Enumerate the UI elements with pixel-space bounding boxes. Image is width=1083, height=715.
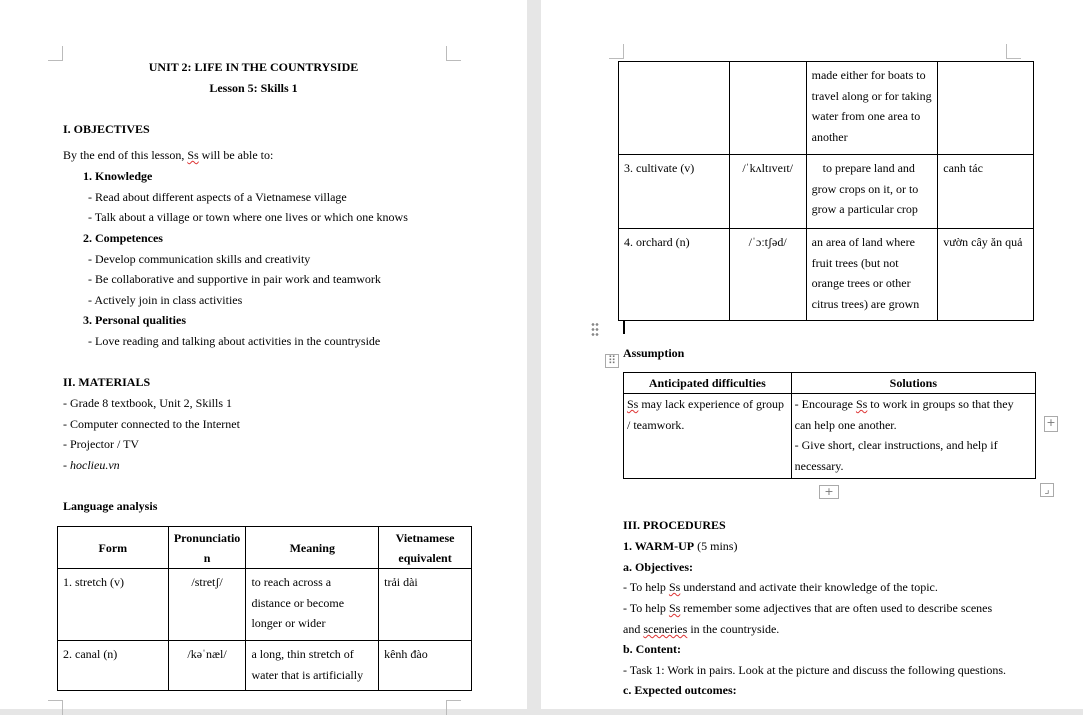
margin-corner bbox=[48, 46, 63, 61]
text: - To help bbox=[623, 580, 669, 594]
table-move-handle[interactable]: ⠿ bbox=[605, 354, 619, 368]
form-cell bbox=[619, 62, 730, 155]
margin-corner bbox=[609, 44, 624, 59]
drag-handle-icon[interactable] bbox=[591, 322, 599, 336]
page-right bbox=[541, 0, 1083, 709]
column-header: Vietnamese equivalent bbox=[379, 527, 472, 569]
vietnamese-cell bbox=[938, 62, 1034, 155]
text: will be able to: bbox=[198, 148, 274, 162]
meaning-cell: an area of land where fruit trees (but not orange trees or other citrus trees) are grown bbox=[806, 229, 938, 321]
table-resize-handle[interactable]: ⌟ bbox=[1040, 483, 1054, 497]
document-title: UNIT 2: LIFE IN THE COUNTRYSIDE bbox=[148, 60, 359, 74]
material-item: - hoclieu.vn bbox=[63, 458, 120, 472]
column-header: Pronunciatio n bbox=[168, 527, 246, 569]
objective-item bbox=[623, 580, 938, 594]
material-item: - Computer connected to the Internet bbox=[63, 417, 240, 431]
objective-item bbox=[623, 622, 779, 636]
personal-item: - Love reading and talking about activities in the countryside bbox=[88, 334, 381, 348]
text: Ss bbox=[627, 397, 639, 411]
text: Ss bbox=[187, 148, 199, 162]
objectives-intro bbox=[63, 148, 273, 162]
table-row bbox=[624, 394, 1036, 479]
text: understand and activate their knowledge of the topic. bbox=[680, 580, 938, 594]
add-row-button[interactable]: + bbox=[819, 485, 839, 499]
vietnamese-cell: canh tác bbox=[938, 155, 1034, 229]
knowledge-item: - Talk about a village or town where one lives or which one knows bbox=[88, 210, 408, 224]
vietnamese-cell: trải dài bbox=[379, 569, 472, 641]
margin-corner bbox=[1006, 44, 1021, 59]
meaning-cell: a long, thin stretch of water that is artificially bbox=[246, 641, 379, 691]
text-cursor bbox=[623, 320, 625, 334]
text: Ss bbox=[668, 601, 681, 615]
text: Ss bbox=[855, 397, 868, 411]
table-row bbox=[619, 155, 1034, 229]
meaning-cell: to prepare land and grow crops on it, or to grow a particular crop bbox=[806, 155, 938, 229]
text: - To help bbox=[623, 601, 669, 615]
form-cell: 4. orchard (n) bbox=[619, 229, 730, 321]
table-row bbox=[58, 569, 472, 641]
task-item: - Task 1: Work in pairs. Look at the picture and discuss the following questions. bbox=[623, 663, 1007, 677]
table-row bbox=[619, 62, 1034, 155]
procedures-heading: III. PROCEDURES bbox=[623, 518, 726, 532]
competences-heading: 2. Competences bbox=[83, 231, 163, 245]
meaning-cell: to reach across a distance or become longer or wider bbox=[246, 569, 379, 641]
text: remember some adjectives that are often used to describe scenes bbox=[680, 601, 993, 615]
material-item: - Projector / TV bbox=[63, 437, 140, 451]
pronunciation-cell bbox=[729, 62, 806, 155]
pronunciation-cell: /kəˈnæl/ bbox=[168, 641, 246, 691]
margin-corner bbox=[48, 700, 63, 715]
margin-corner bbox=[446, 700, 461, 715]
text: (5 mins) bbox=[694, 539, 738, 553]
vietnamese-cell: vườn cây ăn quả bbox=[938, 229, 1034, 321]
vietnamese-cell: kênh đào bbox=[379, 641, 472, 691]
assumption-table bbox=[623, 372, 1036, 479]
text: sceneries bbox=[643, 622, 688, 636]
knowledge-heading: 1. Knowledge bbox=[83, 169, 153, 183]
text: - Give short, clear instructions, and help if necessary. bbox=[794, 438, 998, 474]
text: in the countryside. bbox=[687, 622, 780, 636]
material-item: - Grade 8 textbook, Unit 2, Skills 1 bbox=[63, 396, 232, 410]
pronunciation-cell: /ˈkʌltɪveɪt/ bbox=[729, 155, 806, 229]
text: - Encourage bbox=[794, 397, 856, 411]
pronunciation-cell: /ˈɔːtʃəd/ bbox=[729, 229, 806, 321]
knowledge-item: - Read about different aspects of a Vietnamese village bbox=[88, 190, 347, 204]
language-table bbox=[57, 526, 472, 691]
objectives-subheading: a. Objectives: bbox=[623, 560, 693, 574]
meaning-cell: made either for boats to travel along or for taking water from one area to another bbox=[806, 62, 938, 155]
column-header: Anticipated difficulties bbox=[624, 373, 792, 394]
form-cell: 1. stretch (v) bbox=[58, 569, 169, 641]
assumption-heading: Assumption bbox=[623, 346, 685, 360]
form-cell: 3. cultivate (v) bbox=[619, 155, 730, 229]
text: and bbox=[623, 622, 644, 636]
solution-cell bbox=[791, 394, 1035, 479]
column-header: Form bbox=[58, 527, 169, 569]
column-header: Solutions bbox=[791, 373, 1035, 394]
competence-item: - Develop communication skills and creativity bbox=[88, 252, 311, 266]
text: may lack experience of group / teamwork. bbox=[627, 397, 784, 432]
difficulty-cell bbox=[624, 394, 792, 479]
personal-qualities-heading: 3. Personal qualities bbox=[83, 313, 187, 327]
pronunciation-cell: /stretʃ/ bbox=[168, 569, 246, 641]
text: By the end of this lesson, bbox=[63, 148, 188, 162]
outcomes-subheading: c. Expected outcomes: bbox=[623, 683, 737, 697]
table-row bbox=[619, 229, 1034, 321]
column-header: Meaning bbox=[246, 527, 379, 569]
add-column-button[interactable]: + bbox=[1044, 416, 1058, 432]
text: to work in groups so that they can help one another. bbox=[794, 397, 1014, 432]
content-subheading: b. Content: bbox=[623, 642, 682, 656]
lesson-title: Lesson 5: Skills 1 bbox=[209, 81, 298, 95]
margin-corner bbox=[446, 46, 461, 61]
objectives-heading: I. OBJECTIVES bbox=[63, 122, 150, 136]
form-cell: 2. canal (n) bbox=[58, 641, 169, 691]
text: Ss bbox=[668, 580, 681, 594]
warmup-heading bbox=[623, 539, 737, 553]
language-table-continued bbox=[618, 61, 1034, 321]
competence-item: - Be collaborative and supportive in pair work and teamwork bbox=[88, 272, 381, 286]
competence-item: - Actively join in class activities bbox=[88, 293, 243, 307]
page-left bbox=[0, 0, 527, 709]
table-row bbox=[58, 641, 472, 691]
text: 1. WARM-UP bbox=[623, 539, 695, 553]
materials-heading: II. MATERIALS bbox=[63, 375, 151, 389]
language-analysis-heading: Language analysis bbox=[63, 499, 158, 513]
objective-item bbox=[623, 601, 992, 615]
